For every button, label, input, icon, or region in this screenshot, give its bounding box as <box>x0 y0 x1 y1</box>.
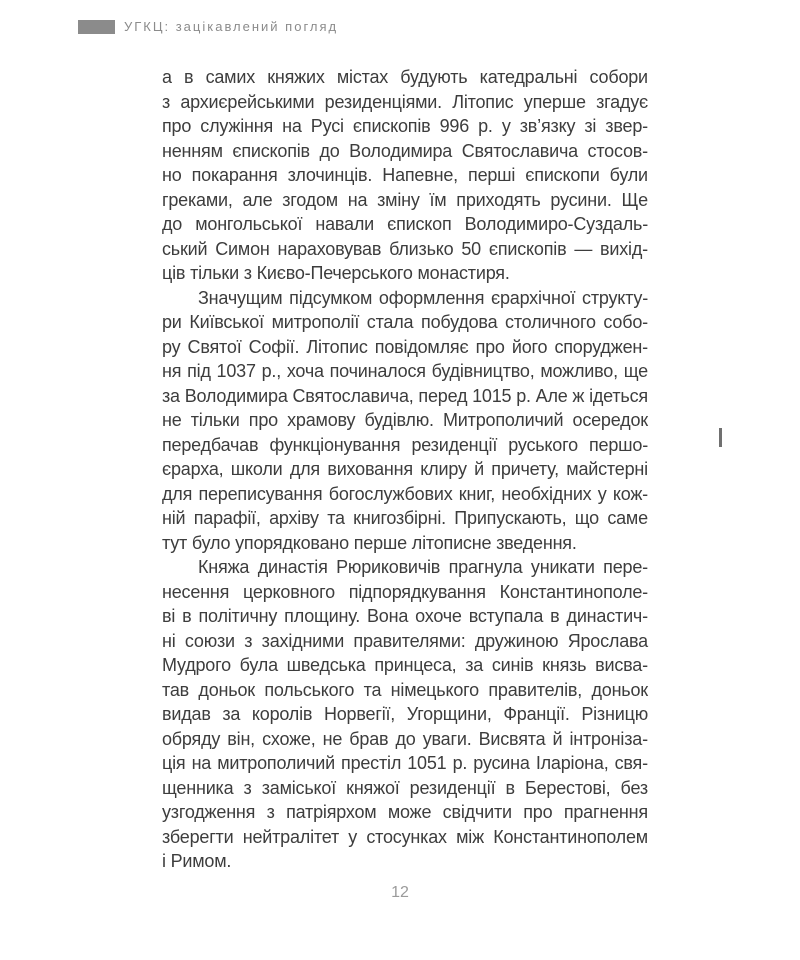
text-line: тут було упорядковано перше літописне зведення. <box>162 532 577 553</box>
text-line: до монгольської навали єпископ Володимиро-Суздаль- <box>162 214 648 234</box>
text-line: єрарха, школи для виховання клиру й причету, майстерні <box>162 459 648 479</box>
text-line: зберегти нейтралітет у стосунках між Константинополем <box>162 826 648 847</box>
text-line: но покарання злочинців. Напевне, перші єпископи були <box>162 165 648 185</box>
text-line: не тільки про храмову будівлю. Митрополичий осередок <box>162 410 648 430</box>
running-header <box>78 19 338 34</box>
text-line: ненням єпископів до Володимира Святославича стосов- <box>162 140 648 161</box>
text-line: передбачав функціонування резиденції руського першо- <box>162 434 648 455</box>
text-line: щенника з заміської княжої резиденції в Берестові, без <box>162 777 648 798</box>
text-line: ній парафії, архіву та книгозбірні. Припускають, що саме <box>162 508 648 528</box>
text-line: ський Симон нараховував близько 50 єпископів — вихід- <box>162 238 648 259</box>
body-text <box>162 65 648 874</box>
text-line: ри Київської митрополії стала побудова столичного собо- <box>162 312 648 332</box>
text-line: а в самих княжих містах будують катедральні собори <box>162 67 648 87</box>
text-line: ру Святої Софії. Літопис повідомляє про його споруджен- <box>162 336 648 357</box>
text-line: ві в політичну площину. Вона охоче вступала в династич- <box>162 606 648 626</box>
text-line: обряду він, схоже, не брав до уваги. Висвята й інтроніза- <box>162 728 648 749</box>
header-rectangle-icon <box>78 20 115 34</box>
text-line: Значущим підсумком оформлення єрархічної структу- <box>198 287 648 308</box>
running-header-label: УГКЦ: зацікавлений погляд <box>124 19 339 34</box>
text-line: узгодження з патріярхом може свідчити про прагнення <box>162 802 648 822</box>
text-line: ня під 1037 р., хоча починалося будівництво, можливо, ще <box>162 361 648 381</box>
text-line: Княжа династія Рюриковичів прагнула уникати пере- <box>198 557 648 577</box>
text-line: за Володимира Святославича, перед 1015 р. Але ж ідеться <box>162 385 648 406</box>
text-line: ція на митрополичий престіл 1051 р. русина Іларіона, свя- <box>162 753 648 773</box>
text-line: і Римом. <box>162 851 232 871</box>
text-line: несення церковного підпорядкування Константинополе- <box>162 581 648 602</box>
text-line: Мудрого була шведська принцеса, за синів князь висва- <box>162 655 648 675</box>
text-line: тав доньок польського та німецького правителів, доньок <box>162 679 648 700</box>
page-number: 12 <box>391 884 409 901</box>
text-line: греками, але згодом на зміну їм приходять русини. Ще <box>162 189 648 210</box>
text-line: видав за королів Норвегії, Угорщини, Франції. Різницю <box>162 704 648 724</box>
text-line: про служіння на Русі єпископів 996 р. у зв’язку зі звер- <box>162 116 648 136</box>
text-line: для переписування богослужбових книг, необхідних у кож- <box>162 483 648 504</box>
margin-tick-icon <box>719 428 722 447</box>
text-line: з архиєрейськими резиденціями. Літопис уперше згадує <box>162 91 648 112</box>
text-line: ні союзи з західними правителями: дружиною Ярослава <box>162 630 648 651</box>
text-line: ців тільки з Києво-Печерського монастиря. <box>162 263 510 283</box>
